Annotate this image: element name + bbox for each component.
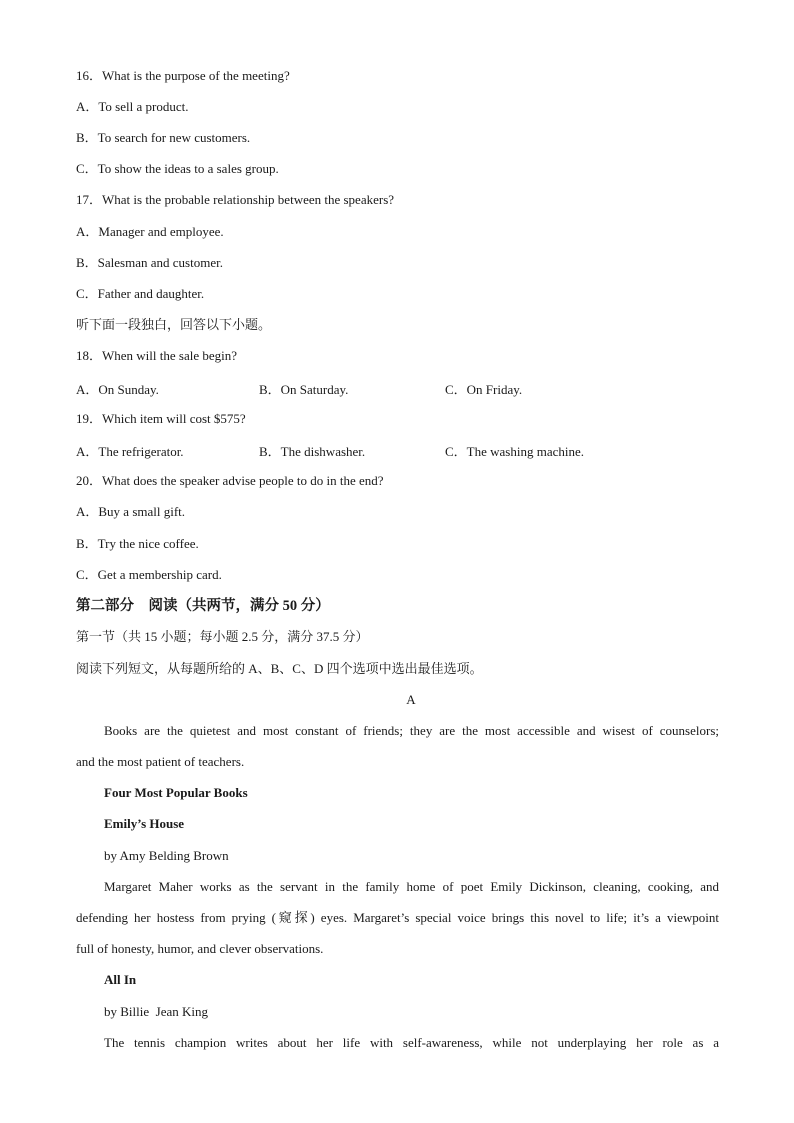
intro-line-1: Books are the quietest and most constant of friends; they are the most accessible and wisest of counselors; [104,723,719,738]
intro-line-2: and the most patient of teachers. [76,754,245,769]
q20-option-b: B．Try the nice coffee. [76,536,199,551]
q19-option-a: A．The refrigerator. [76,444,184,459]
question-17: 17．What is the probable relationship between the speakers? [76,192,395,207]
q17-option-c: C．Father and daughter. [76,286,205,301]
subsection-heading: 第一节（共 15 小题；每小题 2.5 分，满分 37.5 分） [76,629,369,644]
passage-label: A [406,692,416,707]
monologue-instruction: 听下面一段独白，回答以下小题。 [76,317,272,332]
question-18: 18．When will the sale begin? [76,348,238,363]
q18-option-b: B．On Saturday. [259,382,349,397]
q16-option-b: B．To search for new customers. [76,130,251,145]
question-19: 19．Which item will cost $575? [76,411,246,426]
list-title: Four Most Popular Books [104,785,248,800]
q18-option-a: A．On Sunday. [76,382,159,397]
book1-text-line-3: full of honesty, humor, and clever observations. [76,941,324,956]
reading-instruction: 阅读下列短文，从每题所给的 A、B、C、D 四个选项中选出最佳选项。 [76,661,483,676]
question-16: 16．What is the purpose of the meeting? [76,68,290,83]
book2-text-line-1: The tennis champion writes about her life with self-awareness, while not underplaying her role as a [104,1035,719,1050]
book1-author: by Amy Belding Brown [104,848,229,863]
book1-title: Emily’s House [104,816,185,831]
q20-option-c: C．Get a membership card. [76,567,222,582]
q16-option-a: A．To sell a product. [76,99,189,114]
q16-option-c: C．To show the ideas to a sales group. [76,161,279,176]
book2-author: by Billie Jean King [104,1004,208,1019]
q19-option-c: C．The washing machine. [445,444,584,459]
q17-option-a: A．Manager and employee. [76,224,224,239]
q17-option-b: B．Salesman and customer. [76,255,223,270]
q20-option-a: A．Buy a small gift. [76,504,186,519]
part-two-title: 第二部分 阅读（共两节，满分 50 分） [76,598,330,614]
q18-option-c: C．On Friday. [445,382,523,397]
book1-text-line-2: defending her hostess from prying (窥探) eyes. Margaret’s special voice brings this novel to life; it’s a viewpoint [76,910,719,925]
book1-text-line-1: Margaret Maher works as the servant in the family home of poet Emily Dickinson, cleaning, cooking, and [104,879,719,894]
q19-option-b: B．The dishwasher. [259,444,366,459]
question-20: 20．What does the speaker advise people to do in the end? [76,473,384,488]
book2-title: All In [104,972,137,987]
